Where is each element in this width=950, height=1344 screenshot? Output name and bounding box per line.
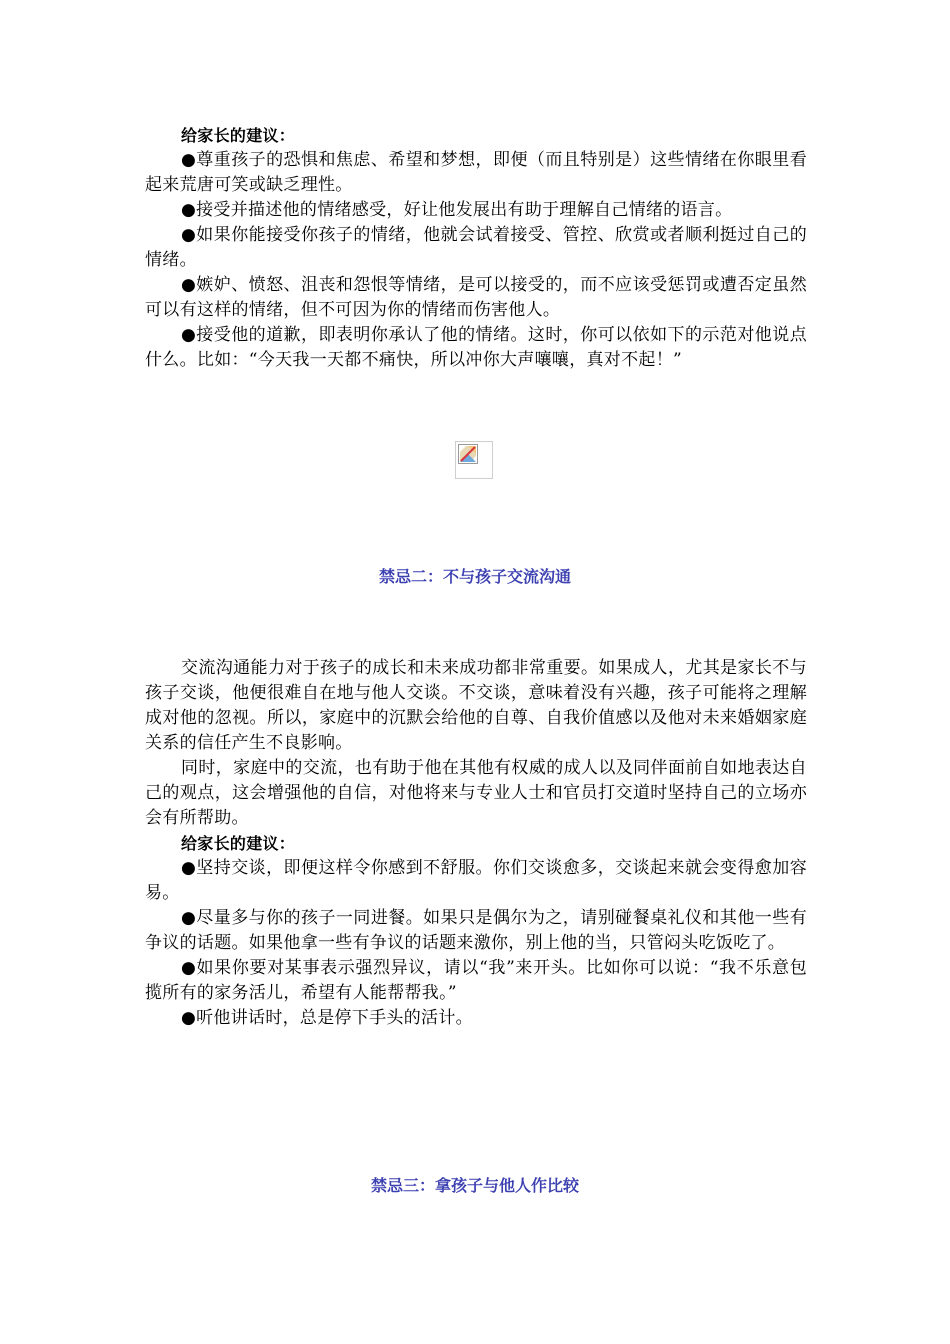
advice-item: ●接受并描述他的情绪感受，好让他发展出有助于理解自己情绪的语言。	[181, 200, 733, 220]
advice-label: 给家长的建议：	[181, 834, 296, 853]
advice-item: ●坚持交谈，即便这样令你感到不舒服。你们交谈愈多，交谈起来就会变得愈加容易。	[145, 858, 807, 903]
advice-item: ●如果你要对某事表示强烈异议，请以“我”来开头。比如你可以说：“我不乐意包揽所有的家务活儿，希望有人能帮帮我。”	[145, 958, 807, 1003]
advice-item: ●尊重孩子的恐惧和焦虑、希望和梦想，即便（而且特别是）这些情绪在你眼里看起来荒唐可笑或缺乏理性。	[145, 150, 807, 195]
advice-item: ●听他讲话时，总是停下手头的活计。	[181, 1008, 473, 1028]
advice-label: 给家长的建议：	[181, 126, 296, 145]
advice-item: ●接受他的道歉，即表明你承认了他的情绪。这时，你可以依如下的示范对他说点什么。比如：“今天我一天都不痛快，所以冲你大声嚷嚷，真对不起！”	[145, 325, 807, 370]
advice-item: ●嫉妒、愤怒、沮丧和怨恨等情绪，是可以接受的，而不应该受惩罚或遭否定虽然可以有这样的情绪，但不可因为你的情绪而伤害他人。	[145, 275, 807, 320]
section-heading: 禁忌二：不与孩子交流沟通	[378, 567, 571, 586]
section2-body	[145, 656, 807, 1031]
body-paragraph: 同时，家庭中的交流，也有助于他在其他有权威的成人以及同伴面前自如地表达自己的观点，这会增强他的自信，对他将来与专业人士和官员打交道时坚持自己的立场亦会有所帮助。	[145, 758, 807, 828]
broken-image-icon	[455, 441, 493, 479]
advice-item: ●尽量多与你的孩子一同进餐。如果只是偶尔为之，请别碰餐桌礼仪和其他一些有争议的话题。如果他拿一些有争议的话题来激你，别上他的当，只管闷头吃饭吃了。	[145, 908, 807, 953]
section1-body	[145, 123, 807, 373]
body-paragraph: 交流沟通能力对于孩子的成长和未来成功都非常重要。如果成人，尤其是家长不与孩子交谈，他便很难自在地与他人交谈。不交谈，意味着没有兴趣，孩子可能将之理解成对他的忽视。所以，家庭中的沉默会给他的自尊、自我价值感以及他对未来婚姻家庭关系的信任产生不良影响。	[145, 658, 807, 753]
section-heading: 禁忌三：拿孩子与他人作比较	[370, 1176, 579, 1195]
advice-item: ●如果你能接受你孩子的情绪，他就会试着接受、管控、欣赏或者顺利挺过自己的情绪。	[145, 225, 807, 270]
